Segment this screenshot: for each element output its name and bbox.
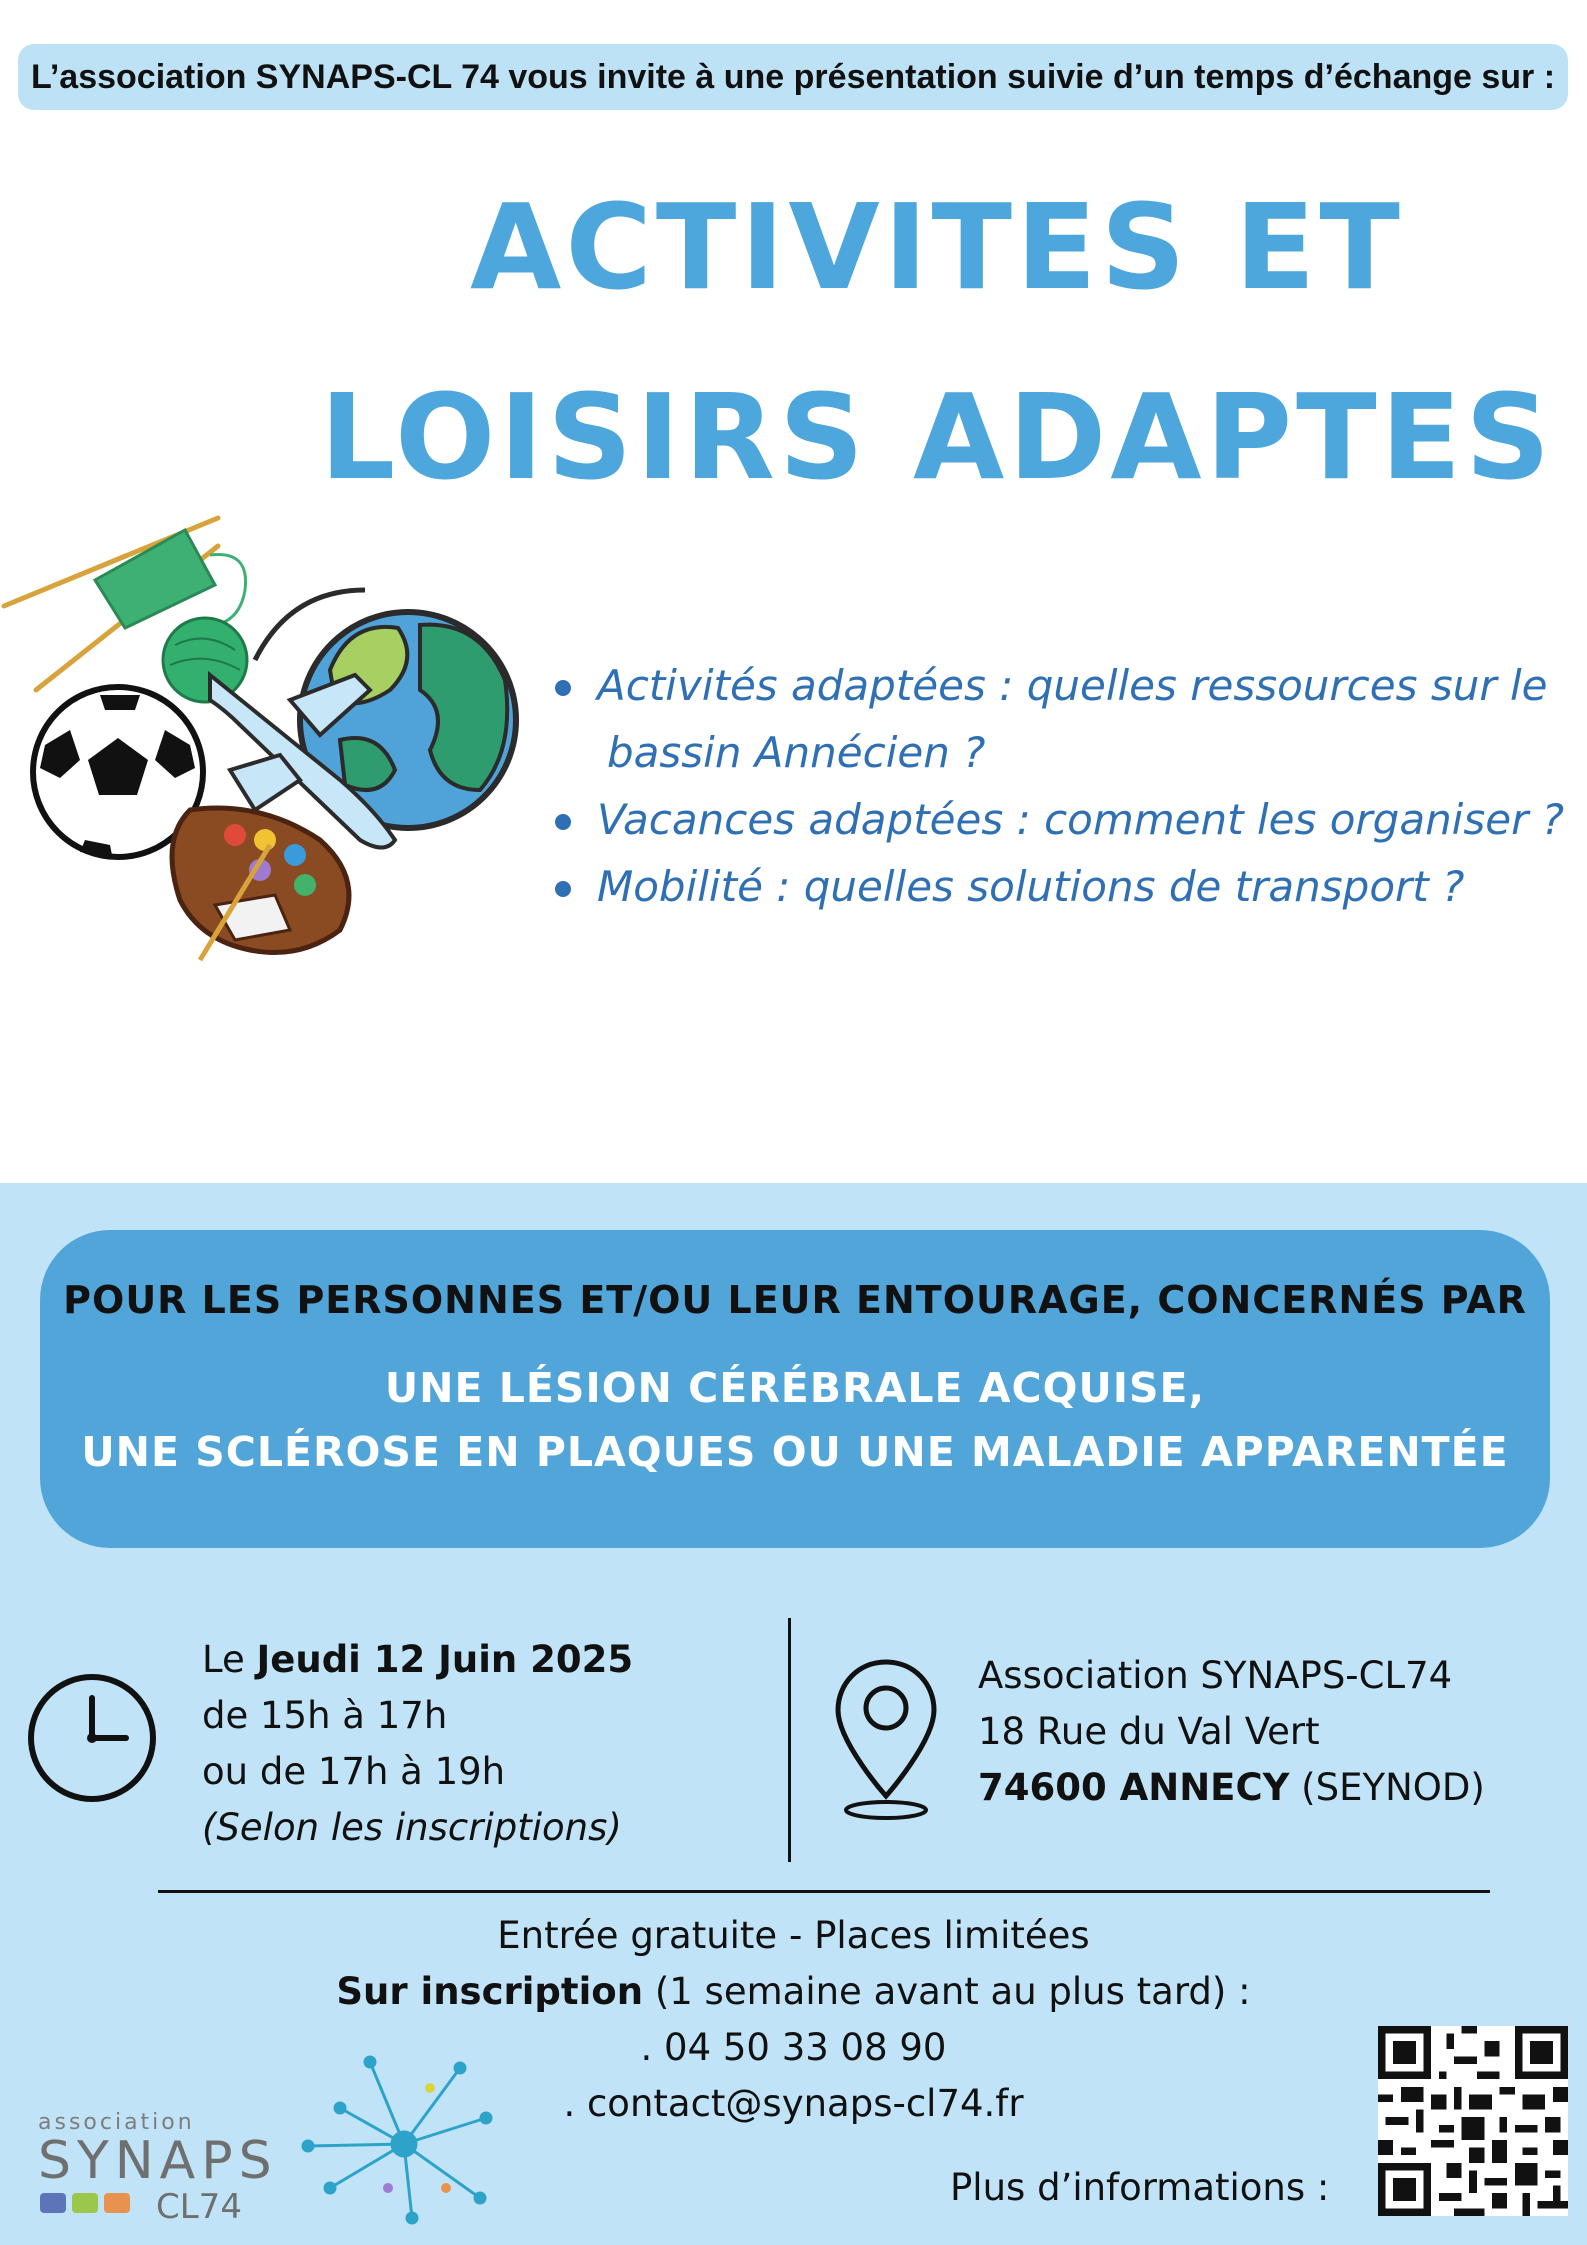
clock-icon xyxy=(26,1672,158,1804)
bullet-icon xyxy=(555,814,571,830)
venue-name: Association SYNAPS-CL74 xyxy=(978,1654,1453,1697)
slot-2: ou de 17h à 19h xyxy=(202,1750,506,1793)
topic-item: Activités adaptées : quelles ressources sur le xyxy=(555,652,1565,719)
logo-sub-text: CL74 xyxy=(156,2187,242,2227)
free-entry: Entrée gratuite - Places limitées xyxy=(497,1914,1090,1957)
topic-item: Vacances adaptées : comment les organiser ? xyxy=(555,786,1565,853)
audience-pill xyxy=(40,1230,1550,1548)
neuron-icon xyxy=(300,2048,500,2228)
location-pin-icon xyxy=(832,1656,940,1824)
qr-code[interactable] xyxy=(1378,2026,1568,2216)
event-location xyxy=(978,1648,1485,1816)
logo-small-text: association xyxy=(38,2110,195,2135)
synaps-logo xyxy=(38,2110,278,2227)
bullet-icon xyxy=(555,881,571,897)
topic-item: Mobilité : quelles solutions de transport ? xyxy=(555,853,1565,920)
bullet-icon xyxy=(555,680,571,696)
event-date: Jeudi 12 Juin 2025 xyxy=(256,1638,634,1681)
title-line-1: ACTIVITES ET xyxy=(470,178,1404,316)
venue-city: 74600 ANNECY xyxy=(978,1766,1290,1809)
invite-text: L’association SYNAPS-CL 74 vous invite à une présentation suivie d’un temps d’échange sur : xyxy=(30,57,1556,96)
divider-vertical xyxy=(788,1618,791,1862)
audience-condition-2: UNE SCLÉROSE EN PLAQUES OU UNE MALADIE APPARENTÉE xyxy=(81,1428,1509,1476)
title-line-2: LOISIRS ADAPTES xyxy=(320,368,1555,506)
invite-banner xyxy=(18,44,1568,110)
event-time xyxy=(202,1632,633,1856)
audience-heading: POUR LES PERSONNES ET/OU LEUR ENTOURAGE, CONCERNÉS PAR xyxy=(63,1278,1527,1322)
divider-horizontal xyxy=(158,1890,1490,1893)
contact-phone[interactable]: . 04 50 33 08 90 xyxy=(640,2026,947,2069)
slot-note: (Selon les inscriptions) xyxy=(202,1806,622,1849)
leisure-illustration xyxy=(0,510,540,970)
audience-condition-1: UNE LÉSION CÉRÉBRALE ACQUISE, xyxy=(384,1364,1206,1412)
topics-list xyxy=(555,652,1565,920)
registration-line: Sur inscription (1 semaine avant au plus tard) : xyxy=(336,1970,1251,2013)
more-info-label: Plus d’informations : xyxy=(950,2166,1330,2209)
contact-email[interactable]: . contact@synaps-cl74.fr xyxy=(563,2082,1024,2125)
event-date-line: Le Jeudi 12 Juin 2025 xyxy=(202,1638,634,1681)
logo-big-text: SYNAPS xyxy=(38,2131,278,2191)
venue-city-line: 74600 ANNECY (SEYNOD) xyxy=(978,1766,1485,1809)
slot-1: de 15h à 17h xyxy=(202,1694,448,1737)
venue-street: 18 Rue du Val Vert xyxy=(978,1710,1320,1753)
registration-info xyxy=(0,1908,1587,2132)
topic-item-continuation: bassin Annécien ? xyxy=(607,728,986,777)
